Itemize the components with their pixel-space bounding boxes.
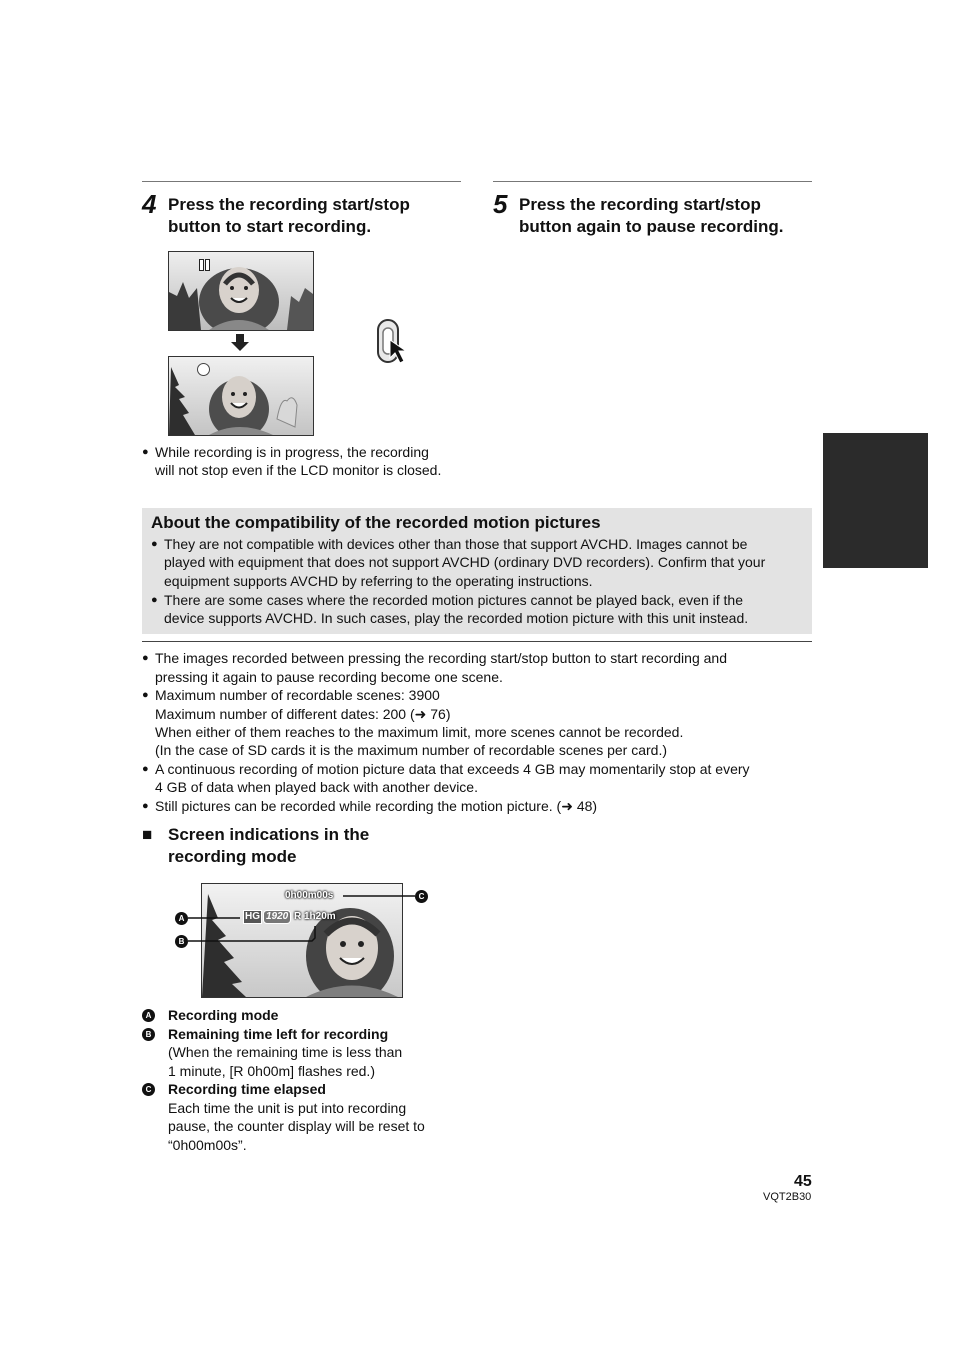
compat-line4: There are some cases where the recorded motion pictures cannot be played back, even if the [164,592,743,608]
lcd-note-bullet: ● [142,446,149,458]
step5-heading-line1: Press the recording start/stop [519,195,761,214]
page-number: 45 [794,1173,812,1190]
note-line3: Maximum number of recordable scenes: 3900 [155,687,440,703]
legend-b-desc1: (When the remaining time is less than [168,1044,403,1060]
note-bullet-4: ● [142,800,149,812]
note-bullet-3: ● [142,763,149,775]
callout-a-marker: A [175,912,188,925]
arrow-down-icon [230,334,250,352]
note-line8: 4 GB of data when played back with another device. [155,779,478,795]
recording-screen-photo [168,356,314,436]
compat-line1: They are not compatible with devices other than those that support AVCHD. Images cannot be [164,536,748,552]
chapter-side-tab [823,433,928,568]
paused-photo-art [169,252,313,330]
legend-a-marker: A [142,1009,155,1022]
legend-c-desc1: Each time the unit is put into recording [168,1100,407,1116]
compatibility-title: About the compatibility of the recorded motion pictures [151,513,601,532]
model-code: VQT2B30 [763,1191,812,1203]
legend-b-label: Remaining time left for recording [168,1026,389,1042]
note-line2: pressing it again to pause recording become one scene. [155,669,503,685]
paused-screen-photo [168,251,314,331]
compat-bullet-2: ● [151,594,158,606]
note-line6: (In the case of SD cards it is the maximum number of recordable scenes per card.) [155,742,667,758]
step5-number: 5 [493,189,508,219]
compat-bottom-rule [142,641,812,642]
callout-c-marker: C [415,890,428,903]
osd-callout-lines [170,886,440,956]
lcd-note-line2: will not stop even if the LCD monitor is closed. [155,462,442,478]
section-marker: ■ [142,825,153,844]
legend-a-label: Recording mode [168,1007,279,1023]
step4-heading-line1: Press the recording start/stop [168,195,410,214]
start-stop-button-icon [376,318,416,366]
osd-elapsed-time: 0h00m00s [285,890,334,901]
note-bullet-1: ● [142,652,149,664]
compat-line5: device supports AVCHD. In such cases, play the recorded motion picture with this unit instead. [164,610,749,626]
pause-icon [199,259,211,270]
note-bullet-2: ● [142,689,149,701]
step4-top-rule [142,181,461,182]
legend-b-desc2: 1 minute, [R 0h00m] flashes red.) [168,1063,375,1079]
note-line5: When either of them reaches to the maximum limit, more scenes cannot be recorded. [155,724,684,740]
step5-top-rule [493,181,812,182]
note-line7: A continuous recording of motion picture data that exceeds 4 GB may momentarily stop at every [155,761,750,777]
record-indicator-icon [197,363,210,376]
legend-c-desc3: “0h00m00s”. [168,1137,247,1153]
compat-line3: equipment supports AVCHD by referring to the operating instructions. [164,573,593,589]
recording-photo-art [169,357,313,435]
legend-c-desc2: pause, the counter display will be reset to [168,1118,425,1134]
legend-b-marker: B [142,1028,155,1041]
note-line9: Still pictures can be recorded while recording the motion picture. (➜ 48) [155,798,598,814]
note-line1: The images recorded between pressing the recording start/stop button to start recording and [155,650,727,666]
compat-bullet-1: ● [151,538,158,550]
osd-remaining-time: R 1h20m [294,911,336,922]
compat-line2: played with equipment that does not support AVCHD (ordinary DVD recorders). Confirm that your [164,554,766,570]
osd-mode-resolution: 1920 [263,910,291,924]
lcd-note-line1: While recording is in progress, the recording [155,444,429,460]
legend-c-marker: C [142,1083,155,1096]
legend-c-label: Recording time elapsed [168,1081,326,1097]
step5-heading-line2: button again to pause recording. [519,217,784,236]
osd-mode-badge: HG [245,911,260,922]
callout-b-marker: B [175,935,188,948]
note-line4: Maximum number of different dates: 200 (➜ 76) [155,706,451,722]
section-title-line1: Screen indications in the [168,825,370,844]
step4-heading-line2: button to start recording. [168,217,372,236]
step4-number: 4 [142,189,157,219]
section-title-line2: recording mode [168,847,297,866]
